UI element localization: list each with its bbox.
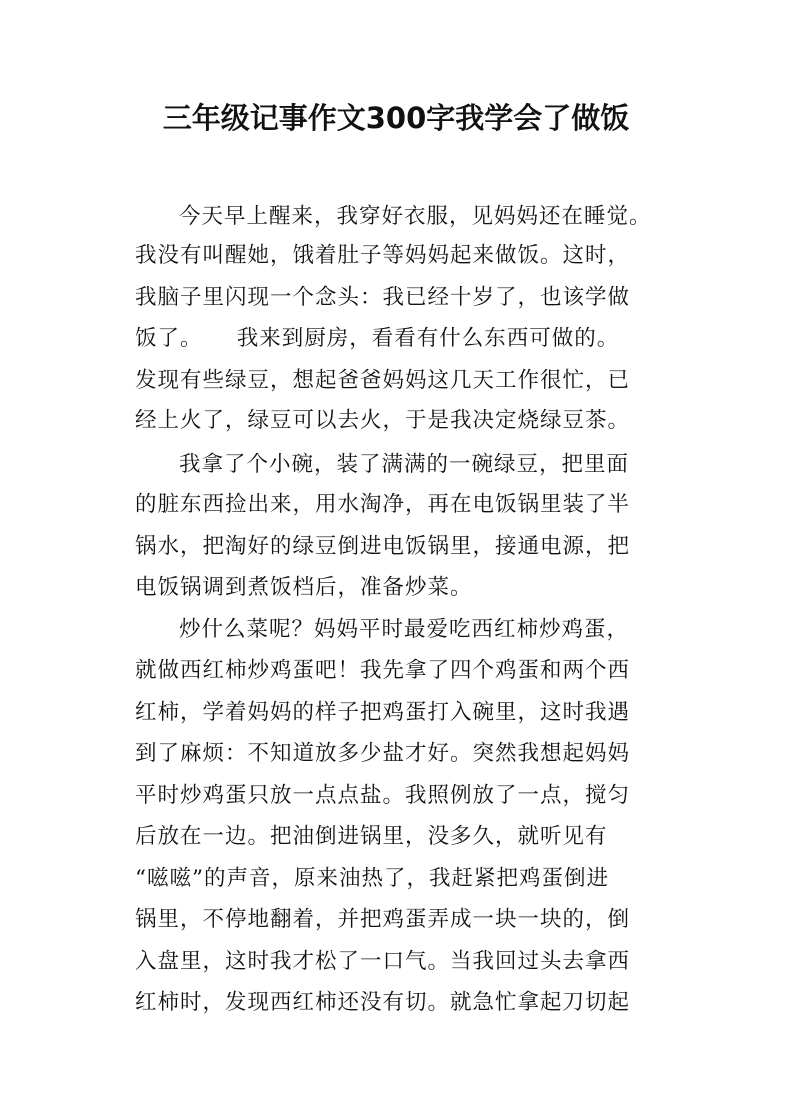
text-line: 锅里，不停地翻着，并把鸡蛋弄成一块一块的，倒 xyxy=(135,907,631,932)
text-line: 发现有些绿豆，想起爸爸妈妈这几天工作很忙，已 xyxy=(135,368,631,393)
text-line: 后放在一边。把油倒进锅里，没多久，就听见有 xyxy=(135,824,608,849)
text-line: 锅水，把淘好的绿豆倒进电饭锅里，接通电源，把 xyxy=(135,534,631,559)
text-line: 经上火了，绿豆可以去火，于是我决定烧绿豆茶。 xyxy=(135,408,631,433)
text-line: 我没有叫醒她，饿着肚子等妈妈起来做饭。这时， xyxy=(135,243,631,268)
text-line: 我脑子里闪现一个念头：我已经十岁了，也该学做 xyxy=(135,285,631,310)
text-line: 红柿时，发现西红柿还没有切。就急忙拿起刀切起 xyxy=(135,990,631,1015)
text-line: 平时炒鸡蛋只放一点点盐。我照例放了一点，搅匀 xyxy=(135,783,631,808)
text-line: 红柿，学着妈妈的样子把鸡蛋打入碗里，这时我遇 xyxy=(135,700,631,725)
text-line: 到了麻烦：不知道放多少盐才好。突然我想起妈妈 xyxy=(135,741,631,766)
text-line: 电饭锅调到煮饭档后，准备炒菜。 xyxy=(135,575,473,600)
document-title: 三年级记事作文300字我学会了做饭 xyxy=(162,101,630,135)
text-line: 炒什么菜呢？妈妈平时最爱吃西红柿炒鸡蛋， xyxy=(179,617,630,642)
text-line: 今天早上醒来，我穿好衣服，见妈妈还在睡觉。 xyxy=(179,204,652,229)
text-line: 就做西红柿炒鸡蛋吧！我先拿了四个鸡蛋和两个西 xyxy=(135,658,631,683)
text-line: “嗞嗞”的声音，原来油热了，我赶紧把鸡蛋倒进 xyxy=(135,866,609,891)
text-line: 入盘里，这时我才松了一口气。当我回过头去拿西 xyxy=(135,949,631,974)
text-line: 饭了。 我来到厨房，看看有什么东西可做的。 xyxy=(135,326,620,351)
text-line: 我拿了个小碗，装了满满的一碗绿豆，把里面 xyxy=(179,452,630,477)
text-line: 的脏东西捡出来，用水淘净，再在电饭锅里装了半 xyxy=(135,492,631,517)
